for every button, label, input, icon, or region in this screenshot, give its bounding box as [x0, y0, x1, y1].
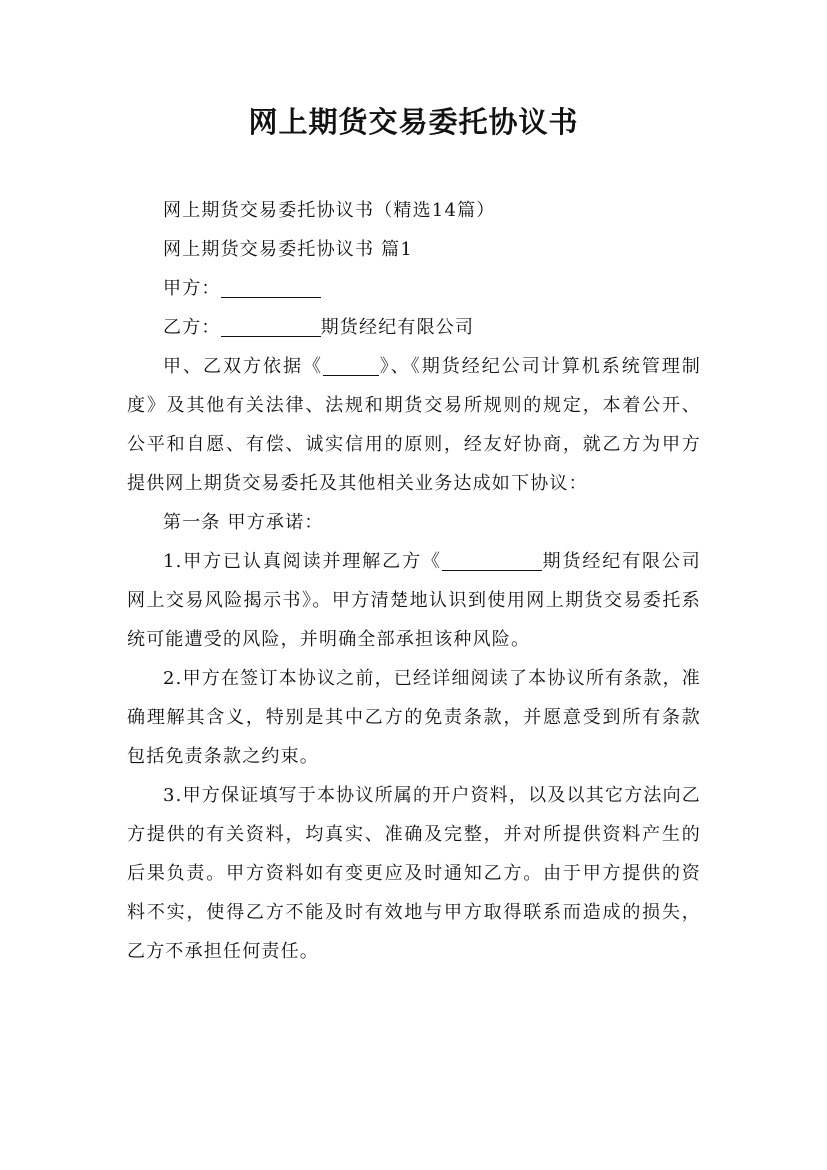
clause-2-paragraph: 2.甲方在签订本协议之前，已经详细阅读了本协议所有条款，准确理解其含义，特别是其中乙方的免责条款，并愿意受到所有条款包括免责条款之约束。 — [127, 668, 701, 767]
intro-paragraph — [127, 347, 701, 503]
party-b-blank — [221, 314, 321, 337]
clause-1-pre: 1.甲方已认真阅读并理解乙方《 — [163, 551, 442, 572]
clause-1-blank — [442, 548, 542, 571]
article-1-heading: 第一条 甲方承诺： — [163, 512, 324, 533]
party-b-line — [127, 308, 701, 347]
party-b-label: 乙方： — [163, 317, 221, 338]
clause-3-paragraph: 3.甲方保证填写于本协议所属的开户资料，以及以其它方法向乙方提供的有关资料，均真实、准确及完整，并对所提供资料产生的后果负责。甲方资料如有变更应及时通知乙方。由于甲方提供的资料不实，使得乙方不能及时有效地与甲方取得联系而造成的损失，乙方不承担任何责任。 — [127, 785, 701, 962]
document-body — [127, 191, 701, 971]
party-a-line — [127, 269, 701, 308]
intro-pre: 甲、乙双方依据《 — [163, 356, 323, 377]
party-a-blank — [221, 275, 321, 298]
document-title: 网上期货交易委托协议书 — [248, 105, 579, 139]
intro-blank — [323, 353, 379, 376]
party-a-label: 甲方： — [163, 278, 221, 299]
clause-1-post: 期货经纪有限公司网上交易风险揭示书》。甲方清楚地认识到使用网上期货交易委托系统可能遭受的风险，并明确全部承担该种风险。 — [127, 551, 701, 650]
intro-post: 》、《期货经纪公司计算机系统管理制度》及其他有关法律、法规和期货交易所规则的规定，本着公开、公平和自愿、有偿、诚实信用的原则，经友好协商，就乙方为甲方提供网上期货交易委托及其他相关业务达成如下协议： — [127, 356, 701, 494]
clause-1-paragraph — [127, 542, 701, 659]
party-b-suffix: 期货经纪有限公司 — [320, 317, 475, 338]
chapter-heading: 网上期货交易委托协议书 篇1 — [163, 239, 413, 260]
subtitle-paragraph: 网上期货交易委托协议书（精选14篇） — [163, 200, 496, 221]
